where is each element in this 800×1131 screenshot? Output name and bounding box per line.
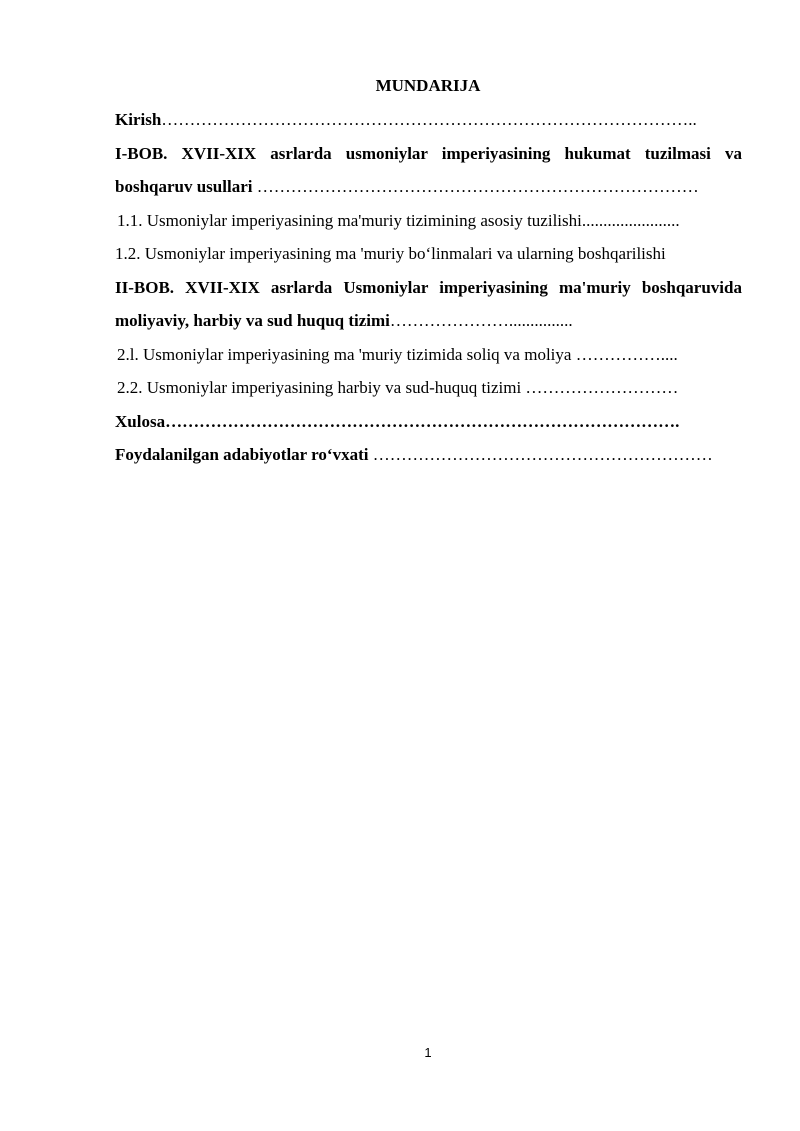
toc-label-section-2-1: 2.l. Usmoniylar imperiyasining ma 'muriy tizimida soliq va moliya <box>117 344 572 364</box>
toc-entry-adabiyotlar <box>115 438 742 472</box>
toc-label-chapter-1: I-BOB. XVII-XIX asrlarda usmoniylar imperiyasining hukumat tuzilmasi va boshqaruv usullari <box>115 143 742 196</box>
toc-entry-section-1-2 <box>115 237 742 271</box>
toc-entry-section-2-1 <box>115 338 742 372</box>
toc-leader-section-2-1: …………….... <box>571 344 678 364</box>
toc-label-xulosa: Xulosa <box>115 411 166 431</box>
toc-leader-chapter-1: …………………………………………………………………… <box>252 177 699 196</box>
toc-entry-chapter-2 <box>115 271 742 338</box>
toc-leader-chapter-2: …………………............... <box>389 311 573 330</box>
toc-entry-section-1-1 <box>115 204 742 238</box>
toc-leader-xulosa: ………………………………………………………………………………. <box>165 411 680 431</box>
toc-label-section-2-2: 2.2. Usmoniylar imperiyasining harbiy va sud-huquq tizimi <box>117 378 522 397</box>
toc-leader-section-1-1: ....................... <box>581 210 680 230</box>
toc-label-chapter-2: II-BOB. XVII-XIX asrlarda Usmoniylar imperiyasining ma'muriy boshqaruvida moliyaviy, harbiy va sud huquq tizimi <box>115 277 742 330</box>
toc-entry-xulosa <box>115 405 742 439</box>
toc-label-section-1-1: 1.1. Usmoniylar imperiyasining ma'muriy tizimining asosiy tuzilishi <box>117 210 582 230</box>
toc-entry-chapter-1 <box>115 137 742 204</box>
toc-entry-kirish <box>115 103 742 137</box>
toc-entry-section-2-2 <box>115 371 742 405</box>
table-of-contents <box>115 103 742 472</box>
page-number: 1 <box>424 1045 432 1060</box>
toc-leader-kirish: ………………………………………………………………………………….. <box>161 110 697 129</box>
toc-label-kirish: Kirish <box>115 110 162 129</box>
page-title: MUNDARIJA <box>375 76 481 95</box>
toc-label-section-1-2: 1.2. Usmoniylar imperiyasining ma 'muriy bo‘linmalari va ularning boshqarilishi <box>115 244 666 263</box>
toc-leader-section-2-2: ……………………… <box>521 378 679 397</box>
toc-leader-adabiyotlar: …………………………………………………… <box>368 445 713 464</box>
toc-label-adabiyotlar: Foydalanilgan adabiyotlar ro‘vxati <box>115 445 369 464</box>
